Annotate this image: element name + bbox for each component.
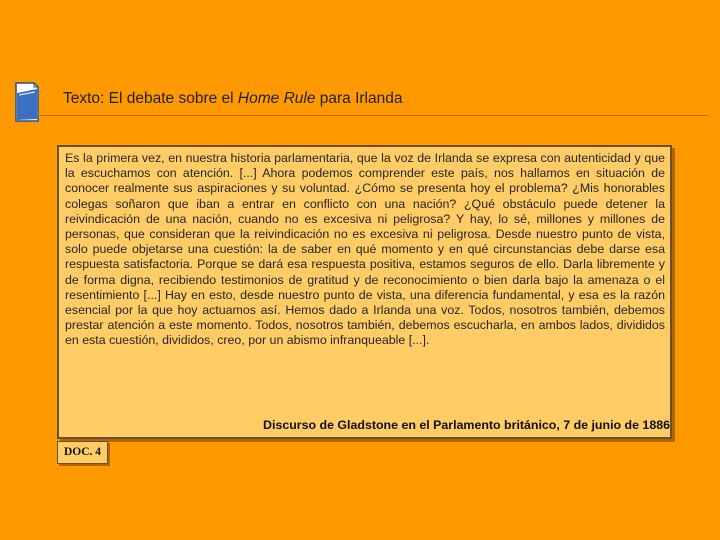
title-prefix: Texto: El debate sobre el <box>63 90 238 107</box>
doc-label: DOC. 4 <box>57 441 108 464</box>
title-suffix: para Irlanda <box>315 90 403 107</box>
document-icon <box>12 79 42 125</box>
quote-box <box>57 145 672 439</box>
quote-source: Discurso de Gladstone en el Parlamento británico, 7 de junio de 1886 <box>263 418 670 432</box>
page-title <box>63 90 402 108</box>
title-italic: Home Rule <box>237 90 316 107</box>
title-underline <box>40 115 708 116</box>
quote-text: Es la primera vez, en nuestra historia parlamentaria, que la voz de Irlanda se expresa con autenticidad y que la escuchamos con atención. [...] Ahora podemos comprender este país, nos hallamos en situación de conocer realmente sus aspiraciones y su voluntad. ¿Cómo se presenta hoy el problema? ¿Mis honorables colegas soñaron que iban a entrar en conflicto con una nación? ¿Qué obstáculo puede detener la reivindicación de una nación, cuando no es excesiva ni peligrosa? Y hay, lo sé, millones y millones de personas, que consideran que la reivindicación no es excesiva ni peligrosa. Desde nuestro punto de vista, solo puede objetarse una cuestión: la de saber en qué momento y en qué circunstancias debe darse esa respuesta satisfactoria. Porque se dará esa respuesta positiva, estamos seguros de ello. Darla libremente y de forma digna, recibiendo testimonios de gratitud y de reconocimiento o bien darla bajo la amenaza o el resentimiento [...] Hay en esto, desde nuestro punto de vista, una diferencia fundamental, y esa es la razón esencial por la que hoy actuamos así. Hemos dado a Irlanda una voz. Todos, nosotros también, debemos prestar atención a este momento. Todos, nosotros también, debemos escucharla, en ambos lados, divididos en esta cuestión, divididos, creo, por un abismo infranqueable [...]. <box>65 151 665 348</box>
